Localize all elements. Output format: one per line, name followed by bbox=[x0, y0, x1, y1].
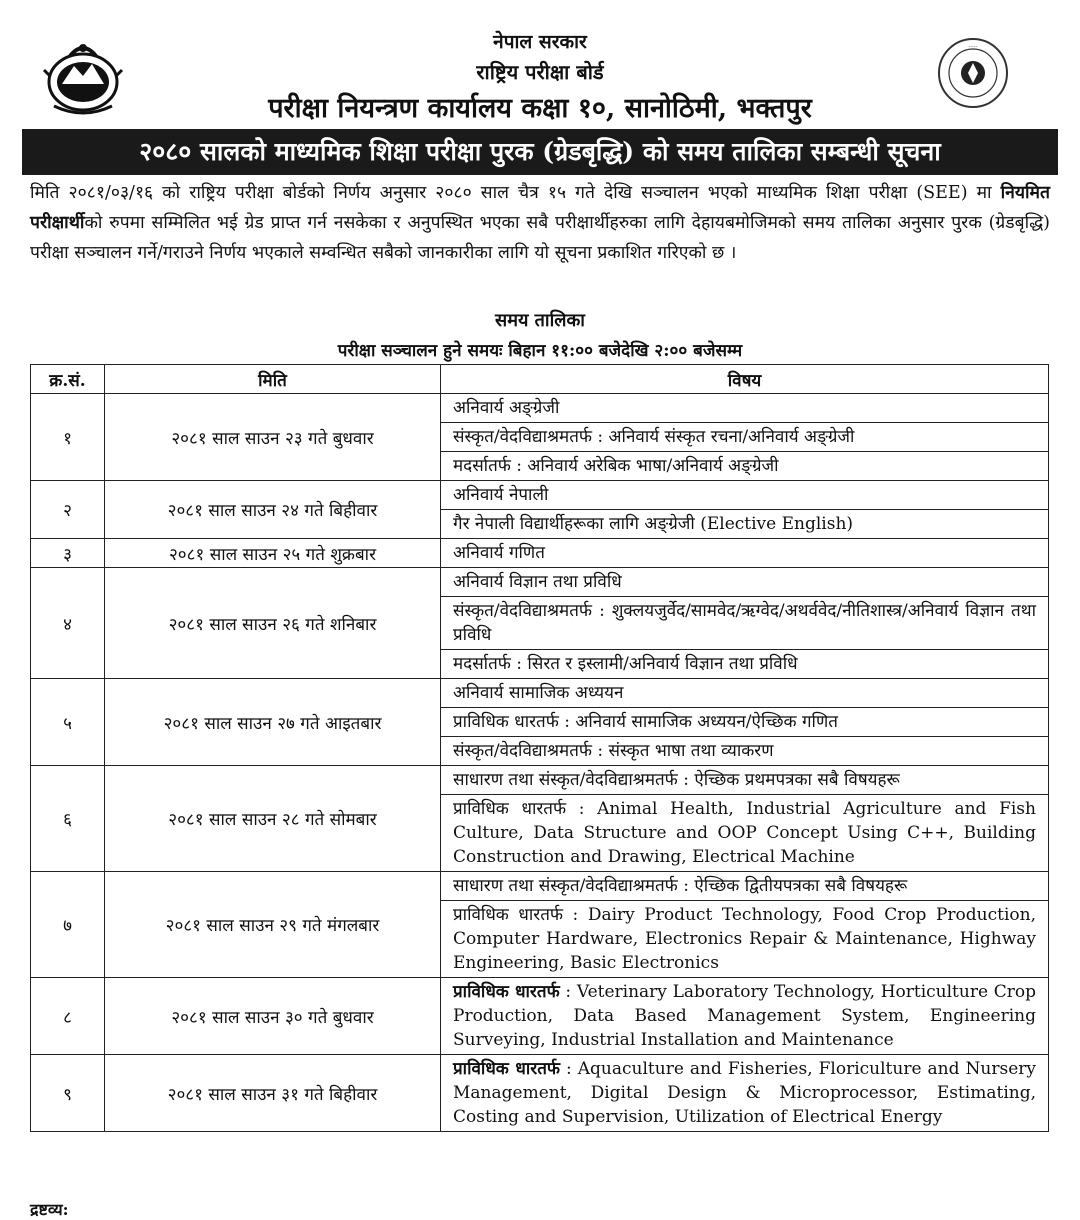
row-date: २०८१ साल साउन २६ गते शनिबार bbox=[105, 568, 441, 679]
row-subjects bbox=[441, 978, 1049, 1055]
subject-line bbox=[441, 795, 1048, 871]
subject-text: गैर नेपाली विद्यार्थीहरूका लागि अङ्ग्रेजी (Elective English) bbox=[453, 514, 854, 534]
subject-line bbox=[441, 394, 1048, 423]
table-row bbox=[31, 679, 1049, 766]
table-row bbox=[31, 568, 1049, 679]
subject-text: संस्कृत/वेदविद्याश्रमतर्फ : अनिवार्य संस्कृत रचना/अनिवार्य अङ्ग्रेजी bbox=[453, 427, 855, 447]
row-date: २०८१ साल साउन २४ गते बिहीवार bbox=[105, 481, 441, 539]
header-subject: विषय bbox=[441, 365, 1049, 394]
intro-paragraph bbox=[30, 178, 1050, 268]
subject-text: साधारण तथा संस्कृत/वेदविद्याश्रमतर्फ : ऐच्छिक प्रथमपत्रका सबै विषयहरू bbox=[453, 770, 900, 790]
subject-text: : Veterinary Laboratory Technology, Horticulture Crop Production, Data Based Management System, Engineering Surveying, Industrial Installation and Maintenance bbox=[453, 982, 1036, 1050]
intro-text-1: मिति २०८१/०३/१६ को राष्ट्रिय परीक्षा बोर्डको निर्णय अनुसार २०८० साल चैत्र १५ गते देखि सञ्चालन भएको माध्यमिक शिक्षा परीक्षा (SEE) मा bbox=[30, 183, 1001, 203]
row-date: २०८१ साल साउन २९ गते मंगलबार bbox=[105, 872, 441, 978]
government-name: नेपाल सरकार bbox=[493, 31, 587, 53]
row-date: २०८१ साल साउन २३ गते बुधवार bbox=[105, 394, 441, 481]
row-subjects bbox=[441, 481, 1049, 539]
subject-line bbox=[441, 978, 1048, 1054]
subject-text: साधारण तथा संस्कृत/वेदविद्याश्रमतर्फ : ऐच्छिक द्वितीयपत्रका सबै विषयहरू bbox=[453, 876, 908, 896]
subject-stream-label: प्राविधिक धारतर्फ bbox=[453, 1059, 560, 1079]
row-subjects bbox=[441, 679, 1049, 766]
row-date: २०८१ साल साउन २७ गते आइतबार bbox=[105, 679, 441, 766]
row-date: २०८१ साल साउन ३० गते बुधवार bbox=[105, 978, 441, 1055]
row-serial: १ bbox=[31, 394, 105, 481]
row-serial: २ bbox=[31, 481, 105, 539]
row-date: २०८१ साल साउन २५ गते शुक्रबार bbox=[105, 539, 441, 568]
subject-text: अनिवार्य सामाजिक अध्ययन bbox=[453, 683, 624, 703]
subject-line bbox=[441, 1055, 1048, 1131]
subject-line bbox=[441, 452, 1048, 480]
subject-text: प्राविधिक धारतर्फ : अनिवार्य सामाजिक अध्ययन/ऐच्छिक गणित bbox=[453, 712, 838, 732]
timetable-heading: समय तालिका bbox=[495, 310, 585, 331]
table-row bbox=[31, 766, 1049, 872]
subject-line bbox=[441, 872, 1048, 901]
row-subjects bbox=[441, 872, 1049, 978]
subject-line bbox=[441, 568, 1048, 597]
table-row bbox=[31, 481, 1049, 539]
header-date: मिति bbox=[105, 365, 441, 394]
subject-text: अनिवार्य गणित bbox=[453, 543, 545, 563]
table-row bbox=[31, 978, 1049, 1055]
schedule-body bbox=[31, 394, 1049, 1132]
row-serial: ३ bbox=[31, 539, 105, 568]
row-serial: ६ bbox=[31, 766, 105, 872]
subject-text: संस्कृत/वेदविद्याश्रमतर्फ : शुक्लयजुर्वेद/सामवेद/ऋग्वेद/अथर्ववेद/नीतिशास्त्र/अनिवार्य विज्ञान तथा प्रविधि bbox=[453, 601, 1036, 645]
table-header-row bbox=[31, 365, 1049, 394]
table-row bbox=[31, 394, 1049, 481]
board-name: राष्ट्रिय परीक्षा बोर्ड bbox=[476, 60, 604, 84]
table-row bbox=[31, 539, 1049, 568]
subject-line bbox=[441, 539, 1048, 567]
subject-text: प्राविधिक धारतर्फ : Animal Health, Industrial Agriculture and Fish Culture, Data Structure and OOP Concept Using C++, Building Construction and Drawing, Electrical Machine bbox=[453, 799, 1036, 867]
subject-line bbox=[441, 510, 1048, 538]
subject-line bbox=[441, 737, 1048, 765]
exam-time: परीक्षा सञ्चालन हुने समयः बिहान ११:०० बजेदेखि २:०० बजेसम्म bbox=[337, 341, 743, 361]
row-serial: ५ bbox=[31, 679, 105, 766]
row-subjects bbox=[441, 1055, 1049, 1132]
subject-line bbox=[441, 481, 1048, 510]
notice-title: २०८० सालको माध्यमिक शिक्षा परीक्षा पुरक (ग्रेडबृद्धि) को समय तालिका सम्बन्धी सूचना bbox=[22, 129, 1058, 175]
subject-text: अनिवार्य अङ्ग्रेजी bbox=[453, 398, 560, 418]
header-sn: क्र.सं. bbox=[31, 365, 105, 394]
row-subjects bbox=[441, 766, 1049, 872]
board-seal-icon bbox=[936, 36, 1010, 110]
subject-line bbox=[441, 597, 1048, 650]
subject-line bbox=[441, 901, 1048, 977]
footer-note: द्रष्टव्य: bbox=[30, 1200, 69, 1219]
subject-line bbox=[441, 650, 1048, 678]
row-serial: ७ bbox=[31, 872, 105, 978]
schedule-table bbox=[30, 364, 1049, 1132]
subject-line bbox=[441, 766, 1048, 795]
subject-text: संस्कृत/वेदविद्याश्रमतर्फ : संस्कृत भाषा तथा व्याकरण bbox=[453, 741, 774, 761]
row-date: २०८१ साल साउन २८ गते सोमबार bbox=[105, 766, 441, 872]
table-row bbox=[31, 872, 1049, 978]
intro-text-2: को रुपमा सम्मिलित भई ग्रेड प्राप्त गर्न नसकेका र अनुपस्थित भएका सबै परीक्षार्थीहरुका लागि देहायबमोजिमको समय तालिका अनुसार पुरक (ग्रेडबृद्धि) परीक्षा सञ्चालन गर्ने/गराउने निर्णय भएकाले सम्वन्धित सबैको जानकारीका लागि यो सूचना प्रकाशित गरिएको छ । bbox=[30, 213, 1050, 263]
row-subjects bbox=[441, 568, 1049, 679]
subject-text: : Aquaculture and Fisheries, Floriculture and Nursery Management, Digital Design & Microprocessor, Estimating, Costing and Supervision, Utilization of Electrical Energy bbox=[453, 1059, 1036, 1127]
subject-line bbox=[441, 708, 1048, 737]
subject-text: मदर्सातर्फ : सिरत र इस्लामी/अनिवार्य विज्ञान तथा प्रविधि bbox=[453, 654, 798, 674]
subject-text: प्राविधिक धारतर्फ : Dairy Product Technology, Food Crop Production, Computer Hardware, Electronics Repair & Maintenance, Highway Engineering, Basic Electronics bbox=[453, 905, 1036, 973]
office-name: परीक्षा नियन्त्रण कार्यालय कक्षा १०, सानोठिमी, भक्तपुर bbox=[268, 93, 812, 124]
subject-text: मदर्सातर्फ : अनिवार्य अरेबिक भाषा/अनिवार्य अङ्ग्रेजी bbox=[453, 456, 779, 476]
intro-bold: नियमित परीक्षार्थी bbox=[30, 183, 1050, 233]
subject-stream-label: प्राविधिक धारतर्फ bbox=[453, 982, 560, 1002]
subject-text: अनिवार्य विज्ञान तथा प्रविधि bbox=[453, 572, 622, 592]
header bbox=[0, 0, 1080, 128]
svg-text:·····: ····· bbox=[968, 44, 978, 51]
row-serial: ४ bbox=[31, 568, 105, 679]
subject-line bbox=[441, 679, 1048, 708]
subject-text: अनिवार्य नेपाली bbox=[453, 485, 549, 505]
table-row bbox=[31, 1055, 1049, 1132]
row-date: २०८१ साल साउन ३१ गते बिहीवार bbox=[105, 1055, 441, 1132]
row-serial: ८ bbox=[31, 978, 105, 1055]
row-subjects bbox=[441, 539, 1049, 568]
subject-line bbox=[441, 423, 1048, 452]
row-serial: ९ bbox=[31, 1055, 105, 1132]
row-subjects bbox=[441, 394, 1049, 481]
